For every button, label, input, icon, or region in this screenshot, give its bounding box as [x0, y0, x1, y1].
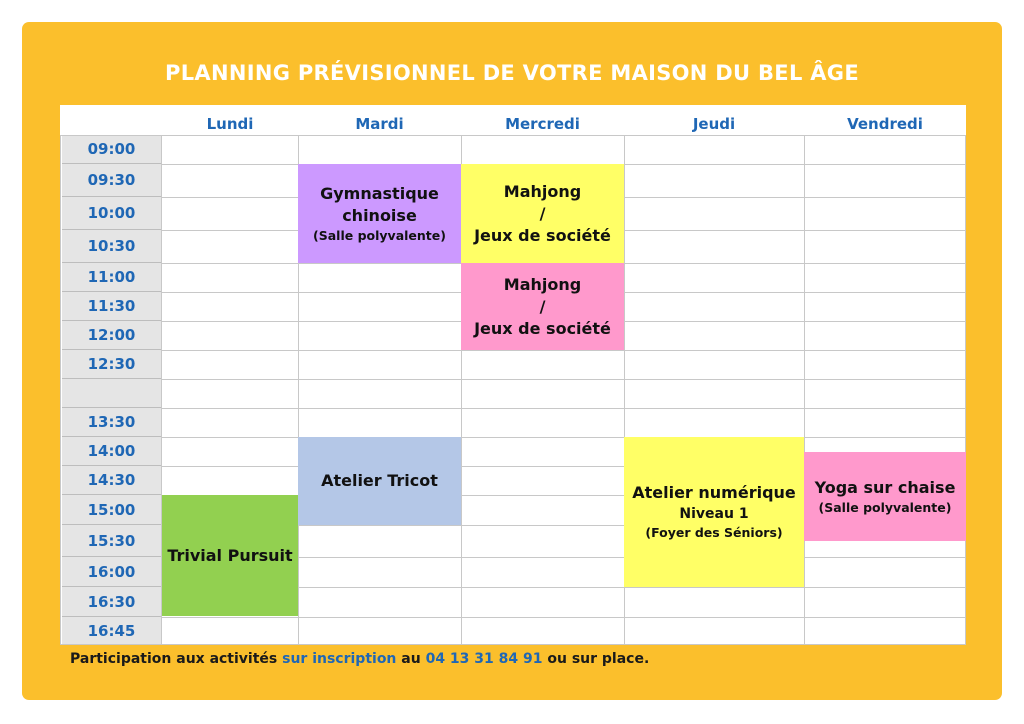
footer-note — [70, 651, 649, 667]
time-slot: 13:30 — [62, 408, 161, 437]
footer-text: ou sur place. — [547, 651, 650, 667]
time-slot: 09:30 — [62, 164, 161, 197]
grid-line — [804, 135, 805, 645]
grid-line — [162, 617, 966, 618]
activity-location: (Salle polyvalente) — [818, 499, 952, 515]
grid-line — [162, 437, 966, 438]
time-slot: 16:30 — [62, 587, 161, 617]
activity-title: Mahjong / Jeux de société — [474, 274, 611, 338]
day-header-mercredi: Mercredi — [505, 115, 580, 133]
footer-phone: 04 13 31 84 91 — [425, 651, 543, 667]
activity-title: Yoga sur chaise — [814, 477, 956, 497]
activity-atelier-numerique — [624, 437, 804, 587]
time-slot: 12:00 — [62, 321, 161, 350]
time-slot: 10:30 — [62, 230, 161, 263]
grid-line — [965, 135, 966, 645]
time-slot: 11:00 — [62, 263, 161, 292]
activity-title: Trivial Pursuit — [167, 545, 293, 565]
activity-level: Niveau 1 — [679, 506, 749, 522]
activity-yoga-sur-chaise — [804, 452, 966, 541]
activity-title: Atelier numérique — [632, 483, 796, 502]
time-slot: 15:30 — [62, 525, 161, 557]
day-header-mardi: Mardi — [355, 115, 404, 133]
grid-line — [60, 644, 966, 645]
page-title: PLANNING PRÉVISIONNEL DE VOTRE MAISON DU BEL ÂGE — [165, 61, 859, 85]
activity-atelier-tricot — [298, 437, 461, 525]
day-header-vendredi: Vendredi — [847, 115, 923, 133]
time-slot: 09:00 — [62, 135, 161, 164]
activity-mahjong-late-morning — [461, 263, 624, 350]
activity-title: Atelier Tricot — [321, 471, 438, 490]
schedule-grid — [60, 105, 966, 645]
grid-line — [162, 350, 966, 351]
activity-location: (Foyer des Séniors) — [645, 525, 783, 540]
time-slot: 14:30 — [62, 466, 161, 495]
activity-location: (Salle polyvalente) — [313, 227, 446, 243]
time-slot: 15:00 — [62, 495, 161, 525]
footer-text: au — [401, 651, 421, 667]
day-header-jeudi: Jeudi — [692, 115, 736, 133]
time-slot: 14:00 — [62, 437, 161, 466]
activity-gymnastique-chinoise — [298, 164, 461, 263]
time-slot: 11:30 — [62, 292, 161, 321]
footer-text: Participation aux activités — [70, 651, 278, 667]
time-slot: 12:30 — [62, 350, 161, 379]
grid-line — [162, 379, 966, 380]
time-slot: 16:45 — [62, 617, 161, 645]
activity-title: Gymnastique chinoise — [320, 183, 439, 225]
footer-inscription-link: sur inscription — [282, 651, 397, 667]
activity-trivial-pursuit — [162, 495, 298, 616]
activity-mahjong-morning — [461, 164, 624, 263]
time-slot-blank — [62, 379, 161, 408]
grid-line — [60, 135, 966, 136]
time-slot: 10:00 — [62, 197, 161, 230]
activity-title: Mahjong / Jeux de société — [474, 181, 611, 245]
grid-line — [162, 408, 966, 409]
grid-line — [60, 135, 61, 645]
day-header-lundi: Lundi — [206, 115, 254, 133]
time-slot: 16:00 — [62, 557, 161, 587]
